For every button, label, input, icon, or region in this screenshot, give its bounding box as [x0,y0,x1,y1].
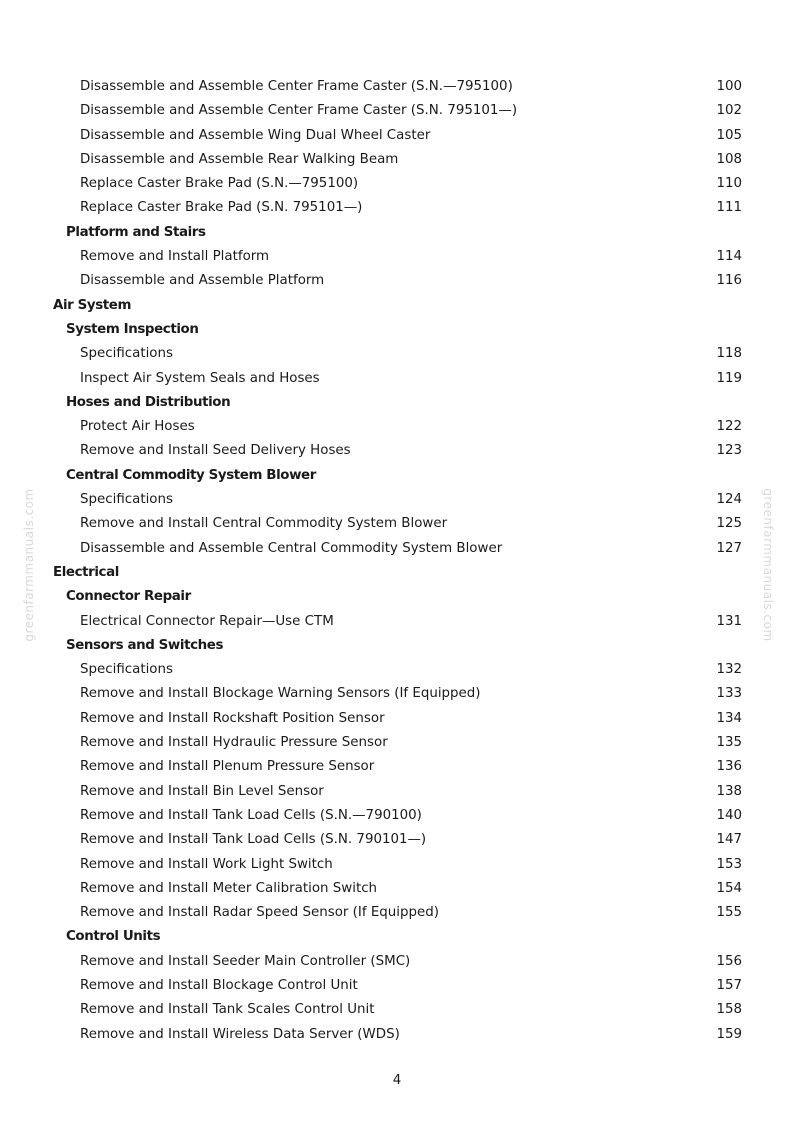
toc-entry-page: 153 [716,856,742,872]
toc-entry-page: 108 [716,151,742,167]
toc-entry-title: Electrical Connector Repair—Use CTM [80,613,334,629]
toc-entry[interactable] [0,148,794,172]
toc-entry-title: Disassemble and Assemble Central Commodity System Blower [80,540,503,556]
toc-entry-page: 147 [716,832,742,848]
table-of-contents [0,75,794,1047]
toc-entry-title: Remove and Install Wireless Data Server (WDS) [80,1026,400,1042]
toc-entry-title: Remove and Install Blockage Warning Sensors (If Equipped) [80,686,481,702]
toc-entry-page: 140 [716,807,742,823]
toc-entry-title: Electrical [53,564,119,580]
toc-entry[interactable] [0,804,794,828]
toc-entry-page: 122 [716,419,742,435]
watermark-left: greenfarmmanuals.com [22,488,36,642]
toc-subsection-heading[interactable] [0,221,794,245]
toc-entry[interactable] [0,828,794,852]
toc-entry[interactable] [0,998,794,1022]
toc-entry[interactable] [0,245,794,269]
toc-entry-title: Remove and Install Meter Calibration Switch [80,880,378,896]
page-number: 4 [392,1073,402,1088]
toc-entry[interactable] [0,439,794,463]
toc-entry-page: 155 [716,905,742,921]
toc-entry[interactable] [0,974,794,998]
toc-entry-title: Specifications [80,492,173,508]
toc-subsection-heading[interactable] [0,585,794,609]
toc-entry[interactable] [0,367,794,391]
toc-entry[interactable] [0,196,794,220]
toc-entry[interactable] [0,780,794,804]
toc-entry-title: Remove and Install Blockage Control Unit [80,977,358,993]
toc-subsection-heading[interactable] [0,634,794,658]
watermark-right: greenfarmmanuals.com [761,488,775,642]
toc-entry-title: Remove and Install Hydraulic Pressure Sensor [80,735,388,751]
toc-entry[interactable] [0,877,794,901]
toc-entry-page: 136 [716,759,742,775]
toc-entry-title: Remove and Install Tank Load Cells (S.N. 790101—) [80,832,427,848]
toc-entry-title: Remove and Install Bin Level Sensor [80,783,324,799]
toc-entry-page: 100 [716,79,742,94]
toc-entry-page: 125 [716,516,742,532]
toc-entry-page: 124 [716,492,742,508]
toc-subsection-heading[interactable] [0,464,794,488]
toc-entry-title: Remove and Install Work Light Switch [80,856,333,872]
toc-entry-page: 110 [716,176,742,192]
toc-entry-page: 119 [716,370,742,386]
toc-section-heading[interactable] [0,294,794,318]
toc-entry-title: Disassemble and Assemble Rear Walking Beam [80,151,399,167]
toc-entry-title: Replace Caster Brake Pad (S.N.—795100) [80,176,359,192]
toc-entry-page: 118 [716,346,742,362]
toc-entry-title: Control Units [66,929,161,945]
toc-entry[interactable] [0,342,794,366]
toc-entry-page: 135 [716,735,742,751]
toc-entry-title: Replace Caster Brake Pad (S.N. 795101—) [80,200,363,216]
toc-entry-title: Remove and Install Radar Speed Sensor (If Equipped) [80,905,439,921]
toc-entry-page: 138 [716,783,742,799]
toc-entry-title: Specifications [80,346,173,362]
toc-entry-page: 105 [716,127,742,143]
toc-entry-title: System Inspection [66,321,199,337]
toc-entry-page: 116 [716,273,742,289]
toc-entry-page: 132 [716,662,742,678]
toc-entry-page: 131 [716,613,742,629]
toc-entry-title: Specifications [80,662,173,678]
toc-entry-title: Platform and Stairs [66,224,206,240]
toc-entry-title: Disassemble and Assemble Center Frame Caster (S.N.—795100) [80,79,513,94]
toc-entry-page: 114 [716,249,742,265]
toc-entry-title: Remove and Install Seeder Main Controller (SMC) [80,953,411,969]
toc-entry[interactable] [0,853,794,877]
toc-entry[interactable] [0,537,794,561]
toc-section-heading[interactable] [0,561,794,585]
toc-entry-title: Remove and Install Platform [80,249,270,265]
toc-entry[interactable] [0,610,794,634]
toc-subsection-heading[interactable] [0,925,794,949]
toc-entry[interactable] [0,269,794,293]
toc-subsection-heading[interactable] [0,391,794,415]
toc-entry-title: Inspect Air System Seals and Hoses [80,370,320,386]
toc-entry[interactable] [0,488,794,512]
toc-entry-title: Disassemble and Assemble Platform [80,273,325,289]
toc-entry-page: 157 [716,977,742,993]
toc-entry-title: Connector Repair [66,589,191,605]
toc-entry[interactable] [0,75,794,99]
toc-entry[interactable] [0,124,794,148]
toc-entry-title: Remove and Install Seed Delivery Hoses [80,443,351,459]
toc-entry[interactable] [0,415,794,439]
toc-entry-title: Hoses and Distribution [66,394,231,410]
toc-entry-page: 154 [716,880,742,896]
toc-entry-page: 134 [716,710,742,726]
toc-entry-page: 127 [716,540,742,556]
toc-entry[interactable] [0,512,794,536]
toc-entry[interactable] [0,901,794,925]
toc-entry-title: Remove and Install Central Commodity System Blower [80,516,448,532]
toc-entry[interactable] [0,707,794,731]
toc-subsection-heading[interactable] [0,318,794,342]
toc-entry-title: Remove and Install Rockshaft Position Sensor [80,710,385,726]
toc-entry[interactable] [0,682,794,706]
toc-entry[interactable] [0,172,794,196]
toc-entry-page: 123 [716,443,742,459]
toc-entry-page: 158 [716,1002,742,1018]
toc-entry-page: 159 [716,1026,742,1042]
toc-entry[interactable] [0,950,794,974]
toc-entry[interactable] [0,731,794,755]
toc-entry-title: Sensors and Switches [66,637,224,653]
toc-entry-title: Remove and Install Tank Load Cells (S.N.—790100) [80,807,422,823]
toc-entry-title: Disassemble and Assemble Center Frame Caster (S.N. 795101—) [80,103,518,119]
toc-entry[interactable] [0,755,794,779]
toc-entry-page: 102 [716,103,742,119]
toc-entry[interactable] [0,658,794,682]
toc-entry-title: Central Commodity System Blower [66,467,316,483]
toc-entry-title: Protect Air Hoses [80,419,195,435]
toc-entry[interactable] [0,1023,794,1047]
toc-entry-title: Remove and Install Tank Scales Control Unit [80,1002,375,1018]
toc-entry-page: 111 [716,200,742,216]
toc-entry-page: 156 [716,953,742,969]
toc-entry-title: Remove and Install Plenum Pressure Sensor [80,759,375,775]
toc-entry-page: 133 [716,686,742,702]
toc-entry-title: Air System [53,297,131,313]
toc-entry-title: Disassemble and Assemble Wing Dual Wheel Caster [80,127,431,143]
toc-entry[interactable] [0,99,794,123]
